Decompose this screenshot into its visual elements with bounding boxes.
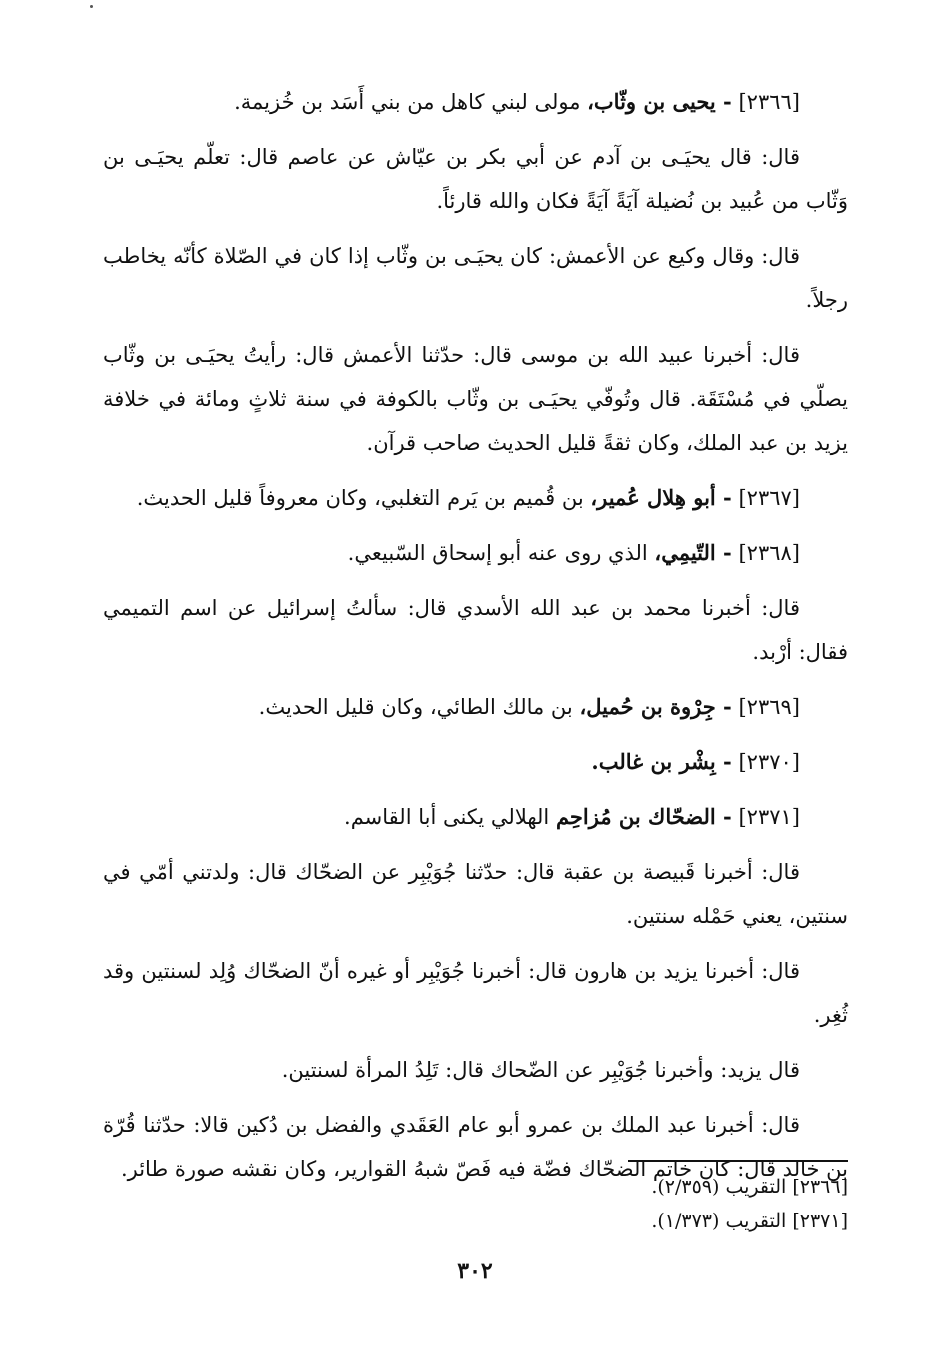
entry-text: بن قُميم بن يَرم التغلبي، وكان معروفاً قليل الحديث. <box>136 486 591 510</box>
narration-paragraph: قال: أخبرنا يزيد بن هارون قال: أخبرنا جُوَيْبِر أو غيره أنّ الضحّاك وُلِد لسنتين وقد ثُغِر. <box>103 959 848 1027</box>
entry-name: - أبو هِلال عُمير، <box>590 485 732 510</box>
entry-number: [٢٣٦٧] <box>738 486 800 510</box>
main-text <box>103 80 848 1202</box>
biography-entry <box>103 740 848 784</box>
narration-paragraph: قال: أخبرنا قَبيصة بن عقبة قال: حدّثنا جُوَيْبِر عن الضحّاك قال: ولدتني أمّي في سنتين، يعني حَمْله سنتين. <box>103 860 848 928</box>
footnote-2: [٢٣٧١] التقريب (١/٣٧٣). <box>651 1210 848 1232</box>
entry-number: [٢٣٦٩] <box>738 695 800 719</box>
entry-number: [٢٣٧١] <box>738 805 800 829</box>
biography-entry <box>103 476 848 520</box>
narration-paragraph: قال: أخبرنا عبيد الله بن موسى قال: حدّثنا الأعمش قال: رأيتُ يحيَـى بن وثّاب يصلّي في مُسْتَقَة. قال وتُوفّي يحيَـى بن وثّاب بالكوفة في سنة ثلاثٍ ومائة في خلافة يزيد بن عبد الملك، وكان ثقةً قليل الحديث صاحب قرآن. <box>103 343 848 455</box>
entry-text: بن مالك الطائي، وكان قليل الحديث. <box>258 695 580 719</box>
biography-entry <box>103 80 848 124</box>
entry-name: - يحيى بن وثّاب، <box>587 89 732 114</box>
entry-name: - بِشْر بن غالب. <box>591 749 732 774</box>
narration-paragraph: قال: أخبرنا محمد بن عبد الله الأسدي قال: سألتُ إسرائيل عن اسم التميمي فقال: أرْبد. <box>103 596 848 664</box>
entry-text: الذي روى عنه أبو إسحاق السّبيعي. <box>347 541 655 565</box>
entry-text: الهلالي يكنى أبا القاسم. <box>344 805 556 829</box>
footnote-rule <box>628 1160 848 1162</box>
entry-number: [٢٣٦٦] <box>738 90 800 114</box>
narration-paragraph: قال يزيد: وأخبرنا جُوَيْبِر عن الضّحاك قال: تَلِدُ المرأة لسنتين. <box>281 1058 800 1082</box>
entry-number: [٢٣٦٨] <box>738 541 800 565</box>
entry-name: - جِرْوة بن حُميل، <box>579 694 732 719</box>
entry-name: - الضحّاك بن مُزاحِم <box>555 804 732 829</box>
biography-entry <box>103 795 848 839</box>
page-number: ٣٠٢ <box>457 1258 493 1284</box>
scan-speck <box>90 5 93 8</box>
entry-number: [٢٣٧٠] <box>738 750 800 774</box>
footnote-1: [٢٣٦٦] التقريب (٢/٣٥٩). <box>651 1176 848 1198</box>
entry-name: - التّيمِي، <box>654 540 732 565</box>
narration-paragraph: قال: قال يحيَـى بن آدم عن أبي بكر بن عيّاش عن عاصم قال: تعلّم يحيَـى بن وَثّاب من عُبيد بن نُضيلة آيَةً آيَةً فكان والله قارئاً. <box>103 145 848 213</box>
narration-paragraph: قال: وقال وكيع عن الأعمش: كان يحيَـى بن وثّاب إذا كان في الصّلاة كأنّه يخاطب رجلاً. <box>103 244 848 312</box>
entry-text: مولى لبني كاهل من بني أَسَد بن خُزيمة. <box>234 90 588 114</box>
biography-entry <box>103 531 848 575</box>
narration-paragraph: قال: أخبرنا عبد الملك بن عمرو أبو عام العَقَدي والفضل بن دُكين قالا: حدّثنا قُرّة بن خالد قال: كان خاتم الضحّاك فضّة فيه فَصّ شبهُ القوارير، وكان نقشه صورة طائر. <box>103 1113 848 1181</box>
biography-entry <box>103 685 848 729</box>
footnotes-section <box>103 1160 848 1238</box>
